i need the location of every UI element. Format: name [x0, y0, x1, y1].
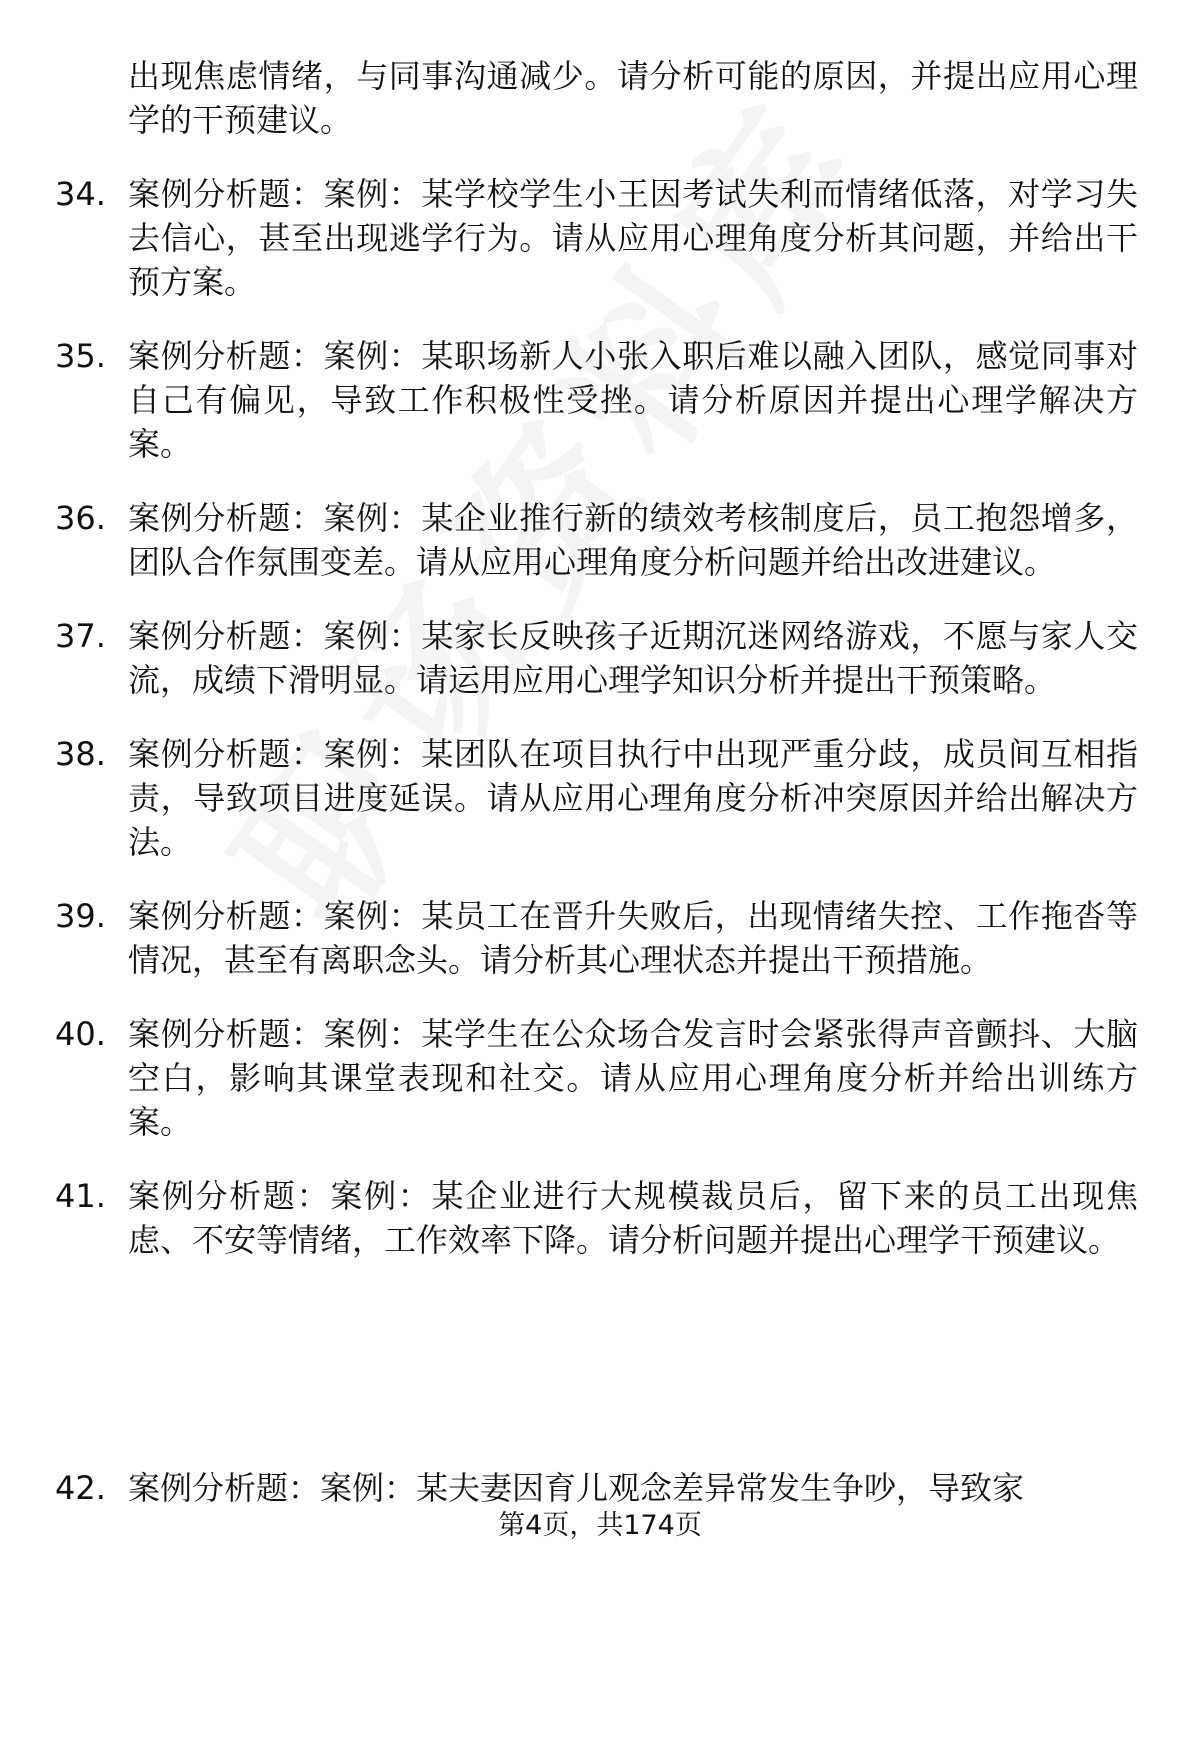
question-item-40	[0, 1012, 1200, 1144]
question-text: 案例分析题：案例：某学校学生小王因考试失利而情绪低落，对学习失去信心，甚至出现逃学行为。请从应用心理角度分析其问题，并给出干预方案。	[128, 175, 1138, 301]
question-text: 案例分析题：案例：某企业进行大规模裁员后，留下来的员工出现焦虑、不安等情绪，工作效率下降。请分析问题并提出心理学干预建议。	[128, 1177, 1138, 1259]
question-item-37	[0, 614, 1200, 702]
question-item-39	[0, 894, 1200, 982]
question-item-34	[0, 172, 1200, 304]
question-text: 案例分析题：案例：某夫妻因育儿观念差异常发生争吵，导致家	[128, 1469, 1025, 1507]
question-text: 案例分析题：案例：某职场新人小张入职后难以融入团队，感觉同事对自己有偏见，导致工作积极性受挫。请分析原因并提出心理学解决方案。	[128, 337, 1138, 463]
question-number: 42.	[55, 1469, 106, 1507]
question-number: 41.	[55, 1177, 106, 1215]
page-footer: 第4页，共174页	[498, 1510, 702, 1541]
question-item-38	[0, 732, 1200, 864]
question-text: 案例分析题：案例：某家长反映孩子近期沉迷网络游戏，不愿与家人交流，成绩下滑明显。请运用应用心理学知识分析并提出干预策略。	[128, 617, 1138, 699]
question-number: 34.	[55, 175, 106, 213]
question-number: 40.	[55, 1015, 106, 1053]
question-number: 38.	[55, 735, 106, 773]
question-item-35	[0, 334, 1200, 466]
question-item-41	[0, 1174, 1200, 1262]
question-text: 案例分析题：案例：某员工在晋升失败后，出现情绪失控、工作拖沓等情况，甚至有离职念头。请分析其心理状态并提出干预措施。	[128, 897, 1138, 979]
question-text: 案例分析题：案例：某学生在公众场合发言时会紧张得声音颤抖、大脑空白，影响其课堂表现和社交。请从应用心理角度分析并给出训练方案。	[128, 1015, 1138, 1141]
question-text: 案例分析题：案例：某企业推行新的绩效考核制度后，员工抱怨增多，团队合作氛围变差。请从应用心理角度分析问题并给出改进建议。	[128, 499, 1138, 581]
question-number: 36.	[55, 499, 106, 537]
continued-question-text: 出现焦虑情绪，与同事沟通减少。请分析可能的原因，并提出应用心理学的干预建议。	[128, 57, 1138, 139]
question-text: 案例分析题：案例：某团队在项目执行中出现严重分歧，成员间互相指责，导致项目进度延误。请从应用心理角度分析冲突原因并给出解决方法。	[128, 735, 1138, 861]
question-number: 35.	[55, 337, 106, 375]
question-item-36	[0, 496, 1200, 584]
question-list	[0, 54, 1200, 1262]
question-number: 37.	[55, 617, 106, 655]
question-number: 39.	[55, 897, 106, 935]
question-item-42	[0, 1466, 1200, 1510]
